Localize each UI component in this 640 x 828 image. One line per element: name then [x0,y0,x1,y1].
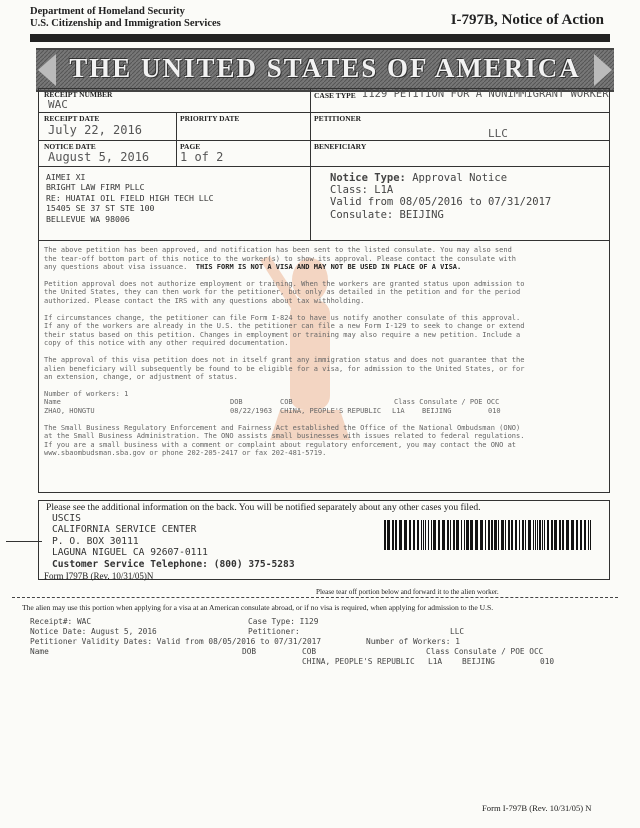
barcode-bar [428,520,429,550]
barcode-bar [442,520,445,550]
barcode-bar [425,520,426,550]
body-line: the tear-off bottom part of this notice to the worker(s) to show its approval. Please contact the consulate with [44,254,517,263]
barcode-bar [559,520,561,550]
not-a-visa-warning: THIS FORM IS NOT A VISA AND MAY NOT BE USED IN PLACE OF A VISA. [195,263,462,272]
col-dob: DOB [230,398,243,407]
barcode-bar [485,520,486,550]
usa-banner [36,48,614,92]
barcode-bar [461,520,462,550]
tear-col-name: Name [30,647,49,656]
header-bar [30,34,610,42]
body-line: their status based on this petition. Changes in employment or training may also require a new petition. Include a [44,330,521,339]
barcode-bar [438,520,440,550]
body-line: copy of this notice with any other required documentation. [44,339,289,348]
barcode-bar [450,520,451,550]
barcode-bar [544,520,545,550]
barcode-bar [417,520,419,550]
tear-row-consulate: BEIJING [462,657,495,666]
body-line: www.sbaombudsman.sba.gov or phone 202-205-2417 or fax 202-481-5719. [44,449,327,458]
barcode-bar [387,520,390,550]
notice-type-value: Approval Notice [412,172,508,184]
tear-line [12,597,618,598]
barcode-bar [533,520,534,550]
worker-name: ZHAO, HONGTU [44,406,95,415]
barcode-bar [470,520,473,550]
body-line: alien beneficiary will subsequently be found to be eligible for a visa, for admission to the United States, or for [44,364,525,373]
barcode-bar [519,520,520,550]
barcode-bar [537,520,538,550]
barcode-bar [525,520,526,550]
agency-header [30,6,221,30]
case-type-label: CASE TYPE [314,91,356,100]
form-title: I-797B, Notice of Action [450,12,604,28]
barcode [384,520,594,550]
worker-dob: 08/22/1963 [230,406,273,415]
body-line: at the Small Business Administration. The ONO assists small businesses with issues related to federal regulations. [44,432,525,441]
barcode-bar [480,520,483,550]
workers-count: Number of workers: 1 [44,389,129,398]
tear-col-cob: COB [302,647,317,656]
uscis-line: USCIS [52,513,81,524]
case-type-value: I129 PETITION FOR A NONIMMIGRANT WORKER [362,88,609,100]
body-line: the United States, they can then work for the petitioner, but only as detailed in the petition and for the period [44,288,521,297]
barcode-bar [501,520,504,550]
address-line: AIMEI XI [46,172,86,182]
fold-mark [6,541,42,542]
alien-use-note: The alien may use this portion when applying for a visa at an American consulate abroad, or if no visa is required, when applying for admission to the U.S. [22,603,494,612]
notice-class: Class: L1A [330,184,394,197]
barcode-bar [404,520,407,550]
grid-line [38,140,610,141]
body-line: The Small Business Regulatory Enforcement and Fairness Act established the Office of the National Ombudsman (ONO) [44,423,521,432]
body-line: an extension, change, or adjustment of status. [44,373,238,382]
page-label: PAGE [180,142,201,151]
body-line: any questions about visa issuance. [44,263,188,272]
receipt-number-value: WAC [48,98,68,111]
tear-row-class: L1A [428,657,443,666]
form-revision: Form I797B (Rev. 10/31/05)N [44,571,154,581]
worker-occ: 010 [488,406,501,415]
uscis-line: P. O. BOX 30111 [52,535,139,547]
notice-valid: Valid from 08/05/2016 to 07/31/2017 [330,196,552,209]
barcode-bar [498,520,499,550]
tear-col-dob: DOB [242,647,257,656]
barcode-bar [576,520,578,550]
barcode-bar [590,520,591,550]
body-text [44,246,604,458]
worker-class: L1A [392,406,405,415]
tear-off-instruction: Please tear off portion below and forward it to the alien worker. [316,588,499,596]
customer-service-phone: Customer Service Telephone: (800) 375-5283 [52,558,295,570]
tear-workers: Number of Workers: 1 [366,637,460,646]
grid-line [38,112,610,113]
barcode-bar [566,520,569,550]
petitioner-label: PETITIONER [314,114,362,123]
tear-petitioner: Petitioner: [248,627,300,636]
worker-cob: CHINA, PEOPLE'S REPUBLIC [280,406,382,415]
barcode-bar [453,520,455,550]
barcode-bar [588,520,589,550]
banner-text: THE UNITED STATES OF AMERICA [69,53,581,83]
agency-line-1: Department of Homeland Security [30,6,185,17]
tear-validity: Petitioner Validity Dates: Valid from 08/05/2016 to 07/31/2017 [30,637,322,646]
barcode-bar [535,520,536,550]
barcode-bar [399,520,402,550]
barcode-bar [409,520,411,550]
petitioner-value: LLC [488,127,508,140]
worker-row [44,407,604,416]
uscis-address [52,513,295,570]
barcode-bar [522,520,524,550]
worker-consulate: BEIJING [422,406,452,415]
notice-date-value: August 5, 2016 [48,150,150,164]
grid-line [38,166,610,167]
uscis-line: CALIFORNIA SERVICE CENTER [52,524,197,536]
agency-line-2: U.S. Citizenship and Immigration Services [30,18,221,29]
notice-consulate: Consulate: BEIJING [330,208,444,221]
uscis-line: LAGUNA NIGUEL CA 92607-0111 [52,547,208,559]
barcode-bar [508,520,510,550]
barcode-bar [551,520,553,550]
barcode-bar [511,520,513,550]
barcode-bar [584,520,586,550]
additional-info-notice: Please see the additional information on the back. You will be notified separately about any other cases you filed. [46,502,481,513]
tear-form-revision: Form I-797B (Rev. 10/31/05) N [482,803,592,813]
col-name: Name [44,398,61,407]
barcode-bar [571,520,574,550]
barcode-bar [542,520,543,550]
barcode-bar [488,520,490,550]
address-line: BRIGHT LAW FIRM PLLC [46,182,145,193]
tear-row-occ: 010 [540,657,555,666]
barcode-bar [491,520,493,550]
notice-info [330,172,551,221]
body-line: authorized. Please contact the IRS with any questions about tax withholding. [44,296,365,305]
grid-line [310,88,311,240]
barcode-bar [547,520,549,550]
notice-date-label: NOTICE DATE [44,142,96,151]
body-line: The approval of this visa petition does not in itself grant any immigration status and does not guarantee that the [44,355,525,364]
col-cob: COB [280,398,293,407]
tear-case-type: Case Type: I129 [248,617,319,626]
barcode-bar [431,520,432,550]
beneficiary-label: BENEFICIARY [314,142,367,151]
tear-receipt: Receipt#: WAC [30,617,92,626]
receipt-date-value: July 22, 2016 [48,123,142,137]
barcode-bar [392,520,394,550]
barcode-bar [515,520,517,550]
barcode-bar [421,520,422,550]
col-class: Class Consulate / POE OCC [394,398,500,407]
body-line: The above petition has been approved, and notification has been sent to the listed consulate. You may also send [44,246,512,254]
worker-header-row [44,398,604,407]
receipt-number-label: RECEIPT NUMBER [44,90,113,99]
barcode-bar [580,520,582,550]
barcode-bar [464,520,465,550]
barcode-bar [395,520,397,550]
barcode-bar [494,520,497,550]
body-line: If any of the workers are already in the U.S. the petitioner can file a new Form I-129 to seek to change or extend [44,322,525,331]
receipt-date-label: RECEIPT DATE [44,114,100,123]
barcode-bar [456,520,459,550]
page-value: 1 of 2 [180,150,224,164]
tear-petitioner-value: LLC [450,627,465,636]
address-line: RE: HUATAI OIL FIELD HIGH TECH LLC [46,192,214,203]
address-line: BELLEVUE WA 98006 [46,213,130,224]
body-line: If circumstances change, the petitioner can file Form I-824 to have us notify another consulate of this approval. [44,313,521,322]
barcode-bar [554,520,557,550]
tear-row-cob: CHINA, PEOPLE'S REPUBLIC [302,657,415,666]
barcode-bar [433,520,436,550]
barcode-bar [413,520,415,550]
barcode-bar [466,520,469,550]
body-line: If you are a small business with a comment or complaint about regulatory enforcement, you may contact the ONO at [44,440,517,449]
address-block [46,172,214,224]
barcode-bar [475,520,478,550]
grid-line [176,112,177,166]
tear-off-block [30,617,610,669]
body-line: Petition approval does not authorize employment or training. When the workers are granted status upon admission to [44,279,525,288]
barcode-bar [539,520,541,550]
barcode-bar [528,520,531,550]
notice-type-label: Notice Type: [330,172,406,184]
barcode-bar [384,520,386,550]
tear-col-class: Class Consulate / POE OCC [426,647,544,656]
barcode-bar [505,520,506,550]
address-line: 15405 SE 37 ST STE 100 [46,203,155,214]
barcode-bar [423,520,424,550]
priority-date-label: PRIORITY DATE [180,114,240,123]
tear-notice-date: Notice Date: August 5, 2016 [30,627,157,636]
barcode-bar [562,520,564,550]
barcode-bar [447,520,449,550]
